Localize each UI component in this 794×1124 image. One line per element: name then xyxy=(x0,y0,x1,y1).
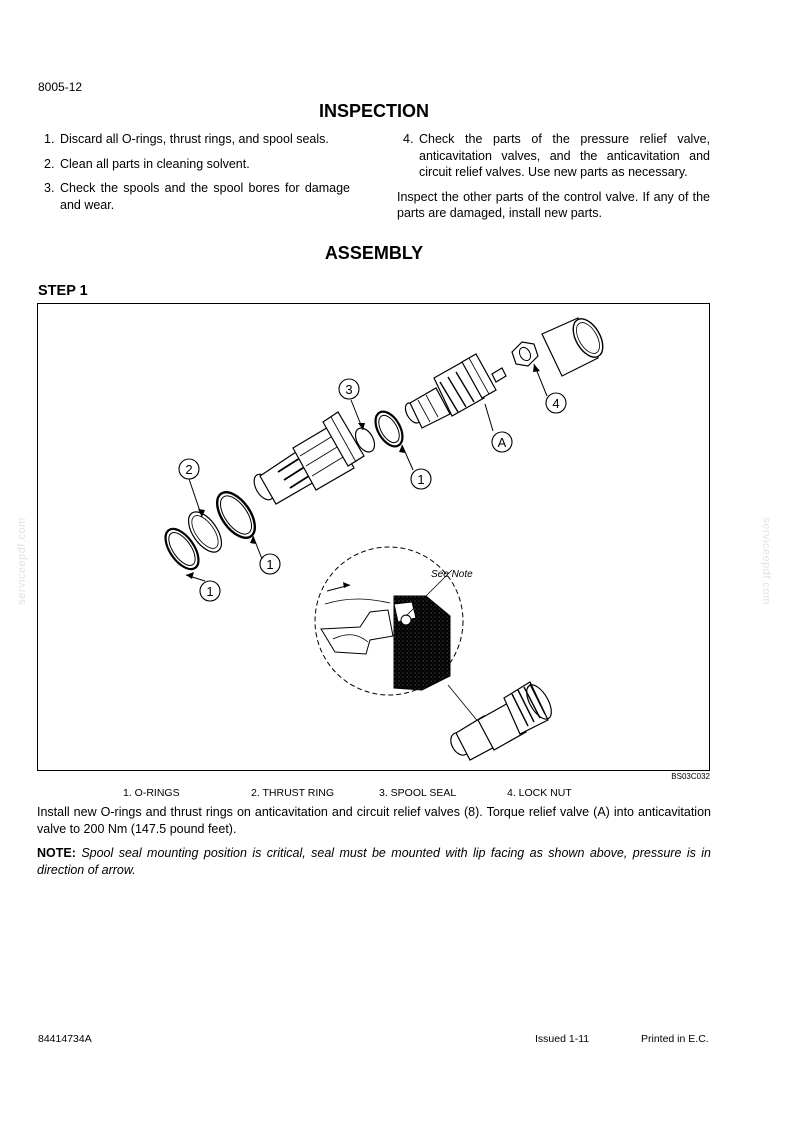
see-note-callout: See Note xyxy=(431,569,473,580)
assembly-title: ASSEMBLY xyxy=(324,243,424,263)
o-ring-icon xyxy=(159,523,205,574)
inspection-title: INSPECTION xyxy=(318,101,429,121)
list-item-number: 1. xyxy=(44,132,55,146)
detail-magnifier xyxy=(315,547,480,724)
list-item xyxy=(397,131,710,181)
list-item xyxy=(38,180,350,213)
spool-with-seal-icon xyxy=(447,681,556,760)
legend-item: 2. THRUST RING xyxy=(251,787,335,799)
relief-valve-icon xyxy=(402,354,506,428)
footer-printed: Printed in E.C. xyxy=(641,1033,709,1045)
list-item-number: 4. xyxy=(403,132,414,146)
list-item-text: Check the parts of the pressure relief valve, anticavitation valves, and the anticavitation and circuit relief valves. Use new parts as necessary. xyxy=(419,132,710,179)
o-ring-icon xyxy=(210,486,263,545)
list-item-text: Clean all parts in cleaning solvent. xyxy=(60,156,250,171)
cap-icon xyxy=(542,314,609,376)
legend-item: 1. O-RINGS xyxy=(123,787,180,799)
callout-label: 1 xyxy=(266,557,274,572)
footer-part-number: 84414734A xyxy=(38,1033,92,1045)
list-item-number: 2. xyxy=(44,156,55,171)
legend-item: 3. SPOOL SEAL xyxy=(379,787,457,799)
watermark-right: serviceepdf.com xyxy=(759,517,772,605)
watermark-left: serviceepdf.com xyxy=(15,517,28,605)
inspection-list-left xyxy=(38,131,350,221)
o-ring-icon xyxy=(370,407,408,451)
inspection-list-right xyxy=(397,131,710,222)
list-item-text: Discard all O-rings, thrust rings, and spool seals. xyxy=(60,132,329,146)
note-label: NOTE: xyxy=(37,846,76,860)
exploded-view-illustration xyxy=(38,304,709,770)
callout-label: 3 xyxy=(345,382,353,397)
footer-issued: Issued 1-11 xyxy=(535,1033,590,1045)
figure-code: BS03C032 xyxy=(671,772,710,781)
list-item xyxy=(38,156,350,173)
callout-label: 2 xyxy=(185,462,193,477)
callout-label: A xyxy=(497,435,507,450)
list-item-text: Check the spools and the spool bores for damage and wear. xyxy=(60,181,350,212)
note xyxy=(37,845,711,879)
callout-label: 4 xyxy=(552,396,560,411)
legend-item: 4. LOCK NUT xyxy=(507,787,572,799)
note-body: Spool seal mounting position is critical, seal must be mounted with lip facing as shown above, pressure is in direction of arrow. xyxy=(37,846,711,877)
anticavitation-valve-icon xyxy=(250,412,364,504)
callout-label: 1 xyxy=(206,584,214,599)
lock-nut-icon xyxy=(512,342,538,366)
figure-frame xyxy=(37,303,710,771)
page-number: 8005-12 xyxy=(38,80,83,94)
list-item xyxy=(38,131,350,148)
step-title: STEP 1 xyxy=(38,283,88,299)
callout-label: 1 xyxy=(417,472,425,487)
thrust-ring-icon xyxy=(182,506,228,557)
list-item-number: 3. xyxy=(44,181,55,195)
body-text: Install new O-rings and thrust rings on anticavitation and circuit relief valves (8). Torque relief valve (A) into anticavitation valve to 200 Nm (147.5 pound feet). xyxy=(37,805,711,836)
inspection-paragraph: Inspect the other parts of the control valve. If any of the parts are damaged, install new parts. xyxy=(397,189,710,220)
